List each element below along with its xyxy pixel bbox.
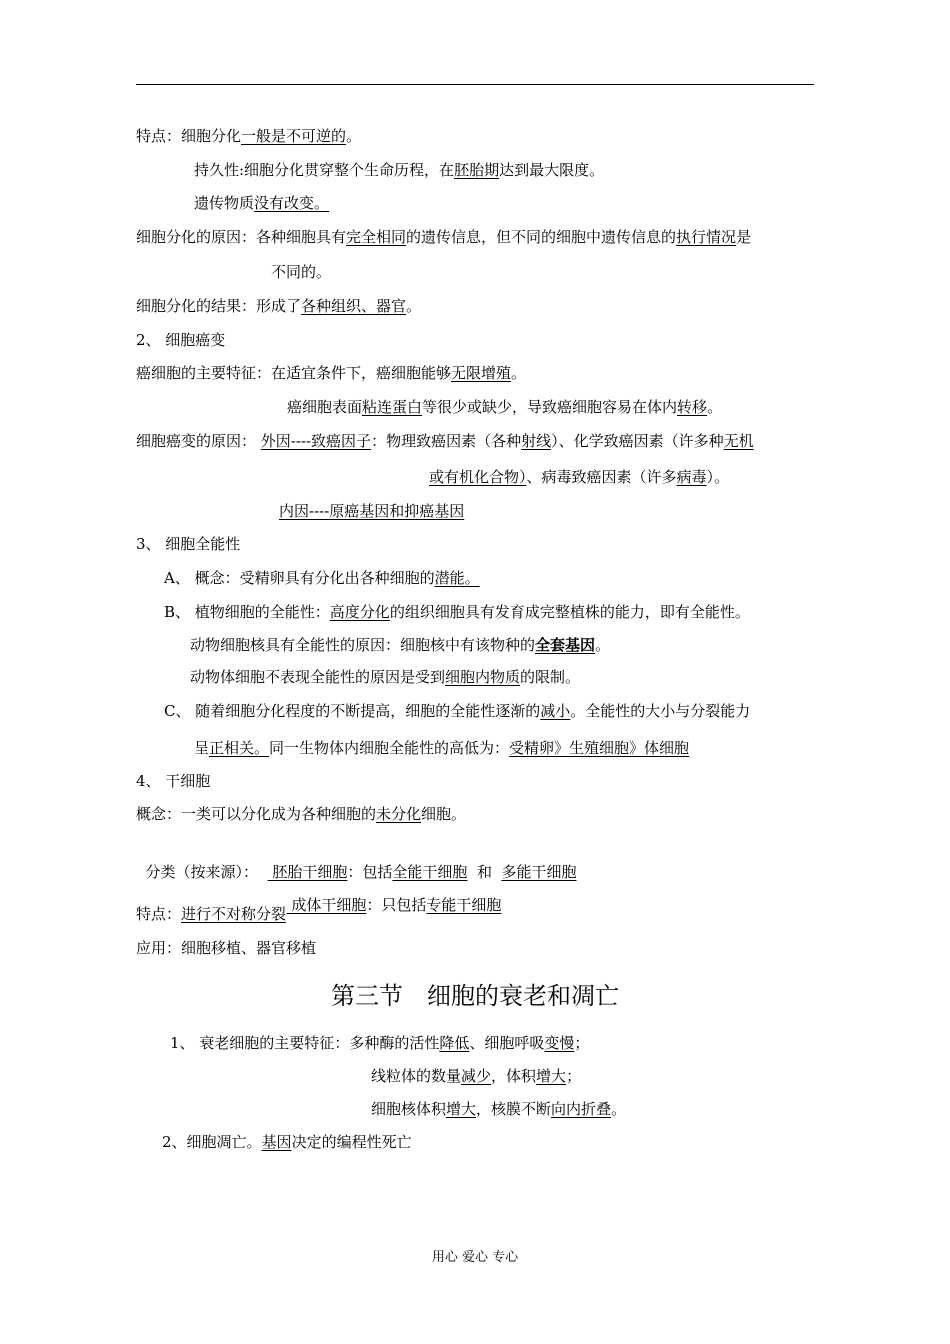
- text-run: 细胞癌变的原因：: [136, 432, 261, 450]
- underlined-term: 内因----原癌基因和抑癌基因: [279, 502, 465, 520]
- text-run: 的遗传信息，但不同的细胞中遗传信息的: [406, 228, 677, 246]
- text-line: [164, 699, 750, 723]
- header-rule: [136, 84, 814, 85]
- text-run: 2、 细胞癌变: [136, 331, 226, 349]
- text-line: [371, 1064, 581, 1088]
- text-run: 等很少或缺少，导致癌细胞容易在体内: [422, 398, 678, 416]
- text-run: ，核膜不断: [476, 1100, 552, 1118]
- underlined-term: 高度分化: [329, 603, 390, 621]
- text-run: 细胞核体积: [371, 1100, 447, 1118]
- underlined-term: 胚胎期: [454, 161, 500, 179]
- text-line: [194, 158, 604, 182]
- text-run: ）、化学致癌因素（许多种: [551, 432, 724, 450]
- text-run: 1、 衰老细胞的主要特征：多种酶的活性: [170, 1034, 440, 1052]
- page-footer: 用心 爱心 专心: [431, 1250, 519, 1265]
- text-run: 细胞分化的结果：形成了: [136, 297, 302, 315]
- section-heading: [136, 532, 240, 556]
- text-run: 。: [406, 297, 422, 315]
- text-run: 达到最大限度。: [499, 161, 605, 179]
- text-run: 遗传物质: [194, 194, 255, 212]
- text-line: [371, 1097, 626, 1121]
- underlined-term: 一般是不可逆的: [241, 127, 347, 145]
- text-run: ：只包括: [366, 896, 427, 914]
- text-run: 线粒体的数量: [371, 1067, 462, 1085]
- text-run: ）。: [706, 468, 730, 486]
- text-line: [136, 836, 577, 881]
- text-line: [190, 665, 580, 689]
- underlined-term: 多能干细胞: [501, 863, 577, 881]
- text-line: [279, 499, 464, 523]
- text-line: [136, 936, 316, 960]
- text-line: [136, 429, 754, 453]
- underlined-term: 或有机化合物）: [429, 468, 527, 486]
- underlined-term: 减少: [461, 1067, 492, 1085]
- text-line: [190, 633, 610, 657]
- text-run: 持久性:细胞分化贯穿整个生命历程，在: [194, 161, 455, 179]
- underlined-term: 各种组织、器官: [301, 297, 407, 315]
- text-run: A、 概念：受精卵具有分化出各种细胞的: [164, 569, 435, 587]
- text-run: 决定的编程性死亡: [291, 1133, 412, 1151]
- text-line: [136, 124, 361, 148]
- text-run: 。: [346, 127, 362, 145]
- text-run: 动物体细胞不表现全能性的原因是受到: [190, 668, 446, 686]
- text-line: [136, 225, 751, 249]
- underlined-term: 射线: [521, 432, 552, 450]
- text-line: [136, 902, 286, 926]
- underlined-term: 正相关。: [209, 739, 270, 757]
- underlined-term: 全套基因: [535, 636, 596, 654]
- underlined-term: 进行不对称分裂: [181, 905, 287, 923]
- text-run: 。: [707, 398, 723, 416]
- text-run: 不同的。: [271, 263, 332, 281]
- text-run: ；: [574, 1034, 590, 1052]
- text-run: C、 随着细胞分化程度的不断提高，细胞的全能性逐渐的: [164, 702, 541, 720]
- text-line: [164, 600, 750, 624]
- underlined-term: 无限增殖: [451, 364, 512, 382]
- text-run: 的组织细胞具有发育成完整植株的能力，即有全能性。: [389, 603, 750, 621]
- underlined-term: 没有改变。: [254, 194, 330, 212]
- underlined-term: 成体干细胞: [286, 896, 367, 914]
- text-run: 是: [736, 228, 752, 246]
- underlined-term: 增大: [446, 1100, 477, 1118]
- underlined-term: 完全相同: [346, 228, 407, 246]
- text-run: ：物理致癌因素（各种: [371, 432, 522, 450]
- text-run: ，体积: [491, 1067, 537, 1085]
- text-run: 的限制。: [520, 668, 581, 686]
- text-line: [277, 869, 502, 914]
- underlined-term: 胚胎干细胞: [267, 863, 348, 881]
- text-run: 细胞。: [421, 805, 467, 823]
- underlined-term: 受精卵》生殖细胞》体细胞: [509, 739, 690, 757]
- text-run: 、细胞呼吸: [469, 1034, 545, 1052]
- text-run: 、病毒致癌因素（许多: [526, 468, 677, 486]
- text-run: 。全能性的大小与分裂能力: [570, 702, 751, 720]
- text-run: 特点：: [136, 905, 182, 923]
- text-line: [194, 191, 329, 215]
- text-run: 2、细胞凋亡。: [162, 1133, 262, 1151]
- underlined-term: 基因: [261, 1133, 292, 1151]
- text-line: [287, 395, 722, 419]
- underlined-term: 细胞内物质: [445, 668, 521, 686]
- underlined-term: 潜能。: [434, 569, 480, 587]
- underlined-term: 病毒: [676, 468, 707, 486]
- text-run: B、 植物细胞的全能性：: [164, 603, 330, 621]
- underlined-term: 专能干细胞: [426, 896, 502, 914]
- text-run: 和: [467, 863, 502, 881]
- text-line: [164, 566, 480, 590]
- text-run: 。: [595, 636, 611, 654]
- underlined-term: 无机: [723, 432, 754, 450]
- text-run: 3、 细胞全能性: [136, 535, 241, 553]
- text-line: [136, 361, 526, 385]
- text-run: 细胞分化的原因：各种细胞具有: [136, 228, 347, 246]
- underlined-term: 执行情况: [676, 228, 737, 246]
- text-line: [194, 736, 689, 760]
- text-run: 。: [611, 1100, 627, 1118]
- underlined-term: 变慢: [544, 1034, 575, 1052]
- section-heading: [136, 328, 225, 352]
- text-run: ；: [566, 1067, 582, 1085]
- underlined-term: 未分化: [376, 805, 422, 823]
- text-line: [136, 802, 466, 826]
- text-run: 4、 干细胞: [136, 772, 211, 790]
- text-line: [136, 294, 421, 318]
- text-run: 概念：一类可以分化成为各种细胞的: [136, 805, 377, 823]
- text-line: [170, 1031, 589, 1055]
- text-run: 癌细胞的主要特征：在适宜条件下，癌细胞能够: [136, 364, 452, 382]
- text-run: 分类（按来源）：: [145, 863, 268, 881]
- text-run: 。: [511, 364, 527, 382]
- section-title: 第三节 细胞的衰老和凋亡: [331, 982, 619, 1010]
- text-run: 同一生物体内细胞全能性的高低为：: [269, 739, 510, 757]
- text-run: ：包括: [347, 863, 393, 881]
- text-run: 癌细胞表面: [287, 398, 363, 416]
- text-run: 呈: [194, 739, 210, 757]
- text-run: 动物细胞核具有全能性的原因：细胞核中有该物种的: [190, 636, 536, 654]
- underlined-term: 转移: [677, 398, 708, 416]
- text-line: [271, 260, 331, 284]
- underlined-term: 向内折叠: [551, 1100, 612, 1118]
- text-line: [429, 465, 729, 489]
- underlined-term: 全能干细胞: [392, 863, 468, 881]
- underlined-term: 粘连蛋白: [362, 398, 423, 416]
- section-heading: [136, 769, 210, 793]
- text-run: 特点：细胞分化: [136, 127, 242, 145]
- underlined-term: 减小: [540, 702, 571, 720]
- underlined-term: 降低: [439, 1034, 470, 1052]
- underlined-term: 外因----致癌因子: [260, 432, 372, 450]
- text-line: [162, 1130, 412, 1154]
- underlined-term: 增大: [536, 1067, 567, 1085]
- text-run: 应用：细胞移植、器官移植: [136, 939, 317, 957]
